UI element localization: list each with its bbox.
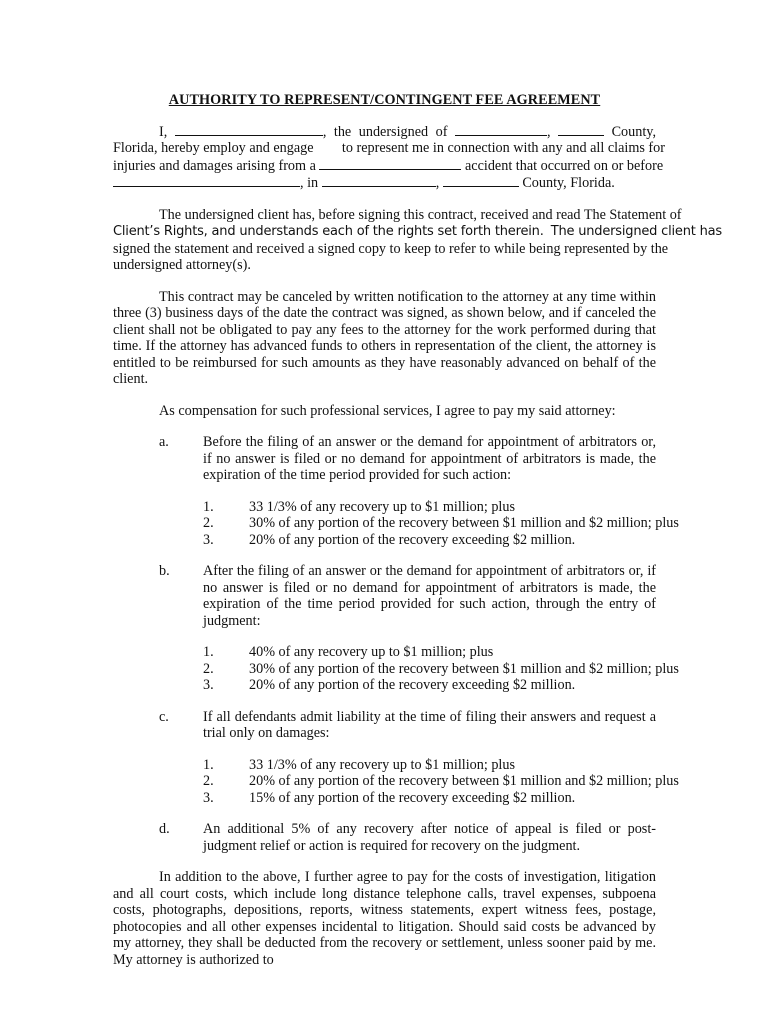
residence-blank	[455, 123, 547, 136]
fee-tier-text: 33 1/3% of any recovery up to $1 million; plus	[249, 756, 515, 773]
rights-line-2: Client’s Rights, and understands each of the rights set forth therein. The undersigned client has	[113, 224, 722, 239]
fee-tier	[203, 660, 679, 678]
fee-tier	[203, 790, 656, 807]
fee-tier	[203, 757, 656, 774]
fee-tier-number: 1.	[203, 498, 214, 515]
fee-tier-list	[203, 756, 679, 807]
fee-tier	[203, 515, 679, 532]
fee-tier	[203, 644, 656, 661]
fee-tier	[203, 532, 656, 549]
fee-item	[113, 563, 656, 629]
fee-tier-text: 20% of any portion of the recovery exceeding $2 million.	[249, 531, 576, 548]
fee-tier-text: 33 1/3% of any recovery up to $1 million; plus	[249, 498, 515, 515]
fee-item	[113, 709, 656, 742]
intro-line-3: injuries and damages arising from a accident that occurred on or before	[113, 157, 664, 174]
fee-tier-text: 30% of any portion of the recovery between $1 million and $2 million; plus	[249, 660, 679, 677]
fee-item-text: An additional 5% of any recovery after notice of appeal is filed or post-judgment relief or action is required for recovery on the judgment.	[203, 821, 656, 854]
accident-type-blank	[319, 157, 461, 170]
fee-tier-text: 20% of any portion of the recovery exceeding $2 million.	[249, 677, 576, 693]
fee-item-marker: a.	[159, 434, 169, 450]
compensation-paragraph: As compensation for such professional services, I agree to pay my said attorney:	[159, 402, 616, 419]
fee-item	[113, 821, 656, 854]
intro-line-4: , in , County, Florida.	[113, 174, 656, 192]
fee-schedule	[113, 434, 679, 854]
fee-item-text: If all defendants admit liability at the time of filing their answers and request a trial only on damages:	[203, 708, 656, 741]
document-page	[113, 92, 722, 968]
fee-tier-text: 15% of any portion of the recovery exceeding $2 million.	[249, 789, 576, 806]
rights-line-3: signed the statement and received a signed copy to keep to refer to while being represented by the	[113, 240, 669, 257]
fee-tier-list	[203, 644, 679, 694]
fee-tier-number: 2.	[203, 660, 214, 677]
fee-tier	[203, 773, 679, 790]
fee-tier-number: 3.	[203, 531, 214, 548]
fee-item-text: After the filing of an answer or the demand for appointment of arbitrators or, if no answer is filed or no demand for appointment of arbitrators is made, the expiration of the time period provided for such action, through the entry of judgment:	[203, 563, 656, 629]
document-title: AUTHORITY TO REPRESENT/CONTINGENT FEE AGREEMENT	[168, 92, 601, 108]
rights-line-4: undersigned attorney(s).	[113, 257, 251, 273]
city-blank	[322, 174, 436, 187]
county-blank	[558, 123, 604, 136]
costs-paragraph: In addition to the above, I further agree to pay for the costs of investigation, litigation and all court costs, which include long distance telephone calls, travel expenses, subpoena costs, photographs, depositions, reports, witness statements, expert witness fees, postage, photocopies and all other expenses incidental to litigation. Should said costs be advanced by my attorney, they shall be deducted from the recovery or settlement, unless sooner paid by me. My attorney is authorized to	[113, 869, 656, 968]
fee-tier	[203, 677, 656, 694]
intro-paragraph	[113, 123, 665, 192]
fee-tier-number: 1.	[203, 644, 214, 660]
fee-tier	[203, 499, 656, 516]
accident-county-blank	[443, 174, 519, 187]
fee-tier-text: 20% of any portion of the recovery between $1 million and $2 million; plus	[249, 773, 679, 789]
fee-tier-text: 30% of any portion of the recovery between $1 million and $2 million; plus	[249, 515, 679, 531]
cancel-paragraph: This contract may be canceled by written notification to the attorney at any time within three (3) business days of the date the contract was signed, as shown below, and if canceled the client shall not be obligated to pay any fees to the attorney for the work performed during that time. If the attorney has advanced funds to others in representation of the client, the attorney is entitled to be reimbursed for such amounts as they have reasonably advanced on behalf of the client.	[113, 288, 656, 387]
client-name-blank	[175, 123, 323, 136]
fee-item	[113, 434, 656, 484]
fee-item-marker: c.	[159, 708, 169, 725]
fee-tier-list	[203, 498, 679, 549]
rights-paragraph	[113, 206, 722, 274]
intro-line-1: I, , the undersigned of , County,	[159, 123, 656, 140]
fee-item-marker: b.	[159, 563, 170, 579]
fee-tier-number: 1.	[203, 756, 214, 773]
fee-tier-text: 40% of any recovery up to $1 million; plus	[249, 644, 494, 660]
fee-item-marker: d.	[159, 821, 170, 837]
fee-tier-number: 3.	[203, 789, 214, 806]
rights-line-1: The undersigned client has, before signing this contract, received and read The Statement of	[159, 206, 682, 223]
fee-tier-number: 2.	[203, 515, 214, 531]
fee-tier-number: 3.	[203, 677, 214, 693]
intro-line-2: Florida, hereby employ and engage to represent me in connection with any and all claims for	[113, 140, 665, 156]
accident-date-blank	[113, 174, 300, 187]
fee-tier-number: 2.	[203, 773, 214, 789]
fee-item-text: Before the filing of an answer or the demand for appointment of arbitrators or, if no answer is filed or no demand for appointment of arbitrators is made, the expiration of the time period provided for such action:	[203, 434, 656, 483]
